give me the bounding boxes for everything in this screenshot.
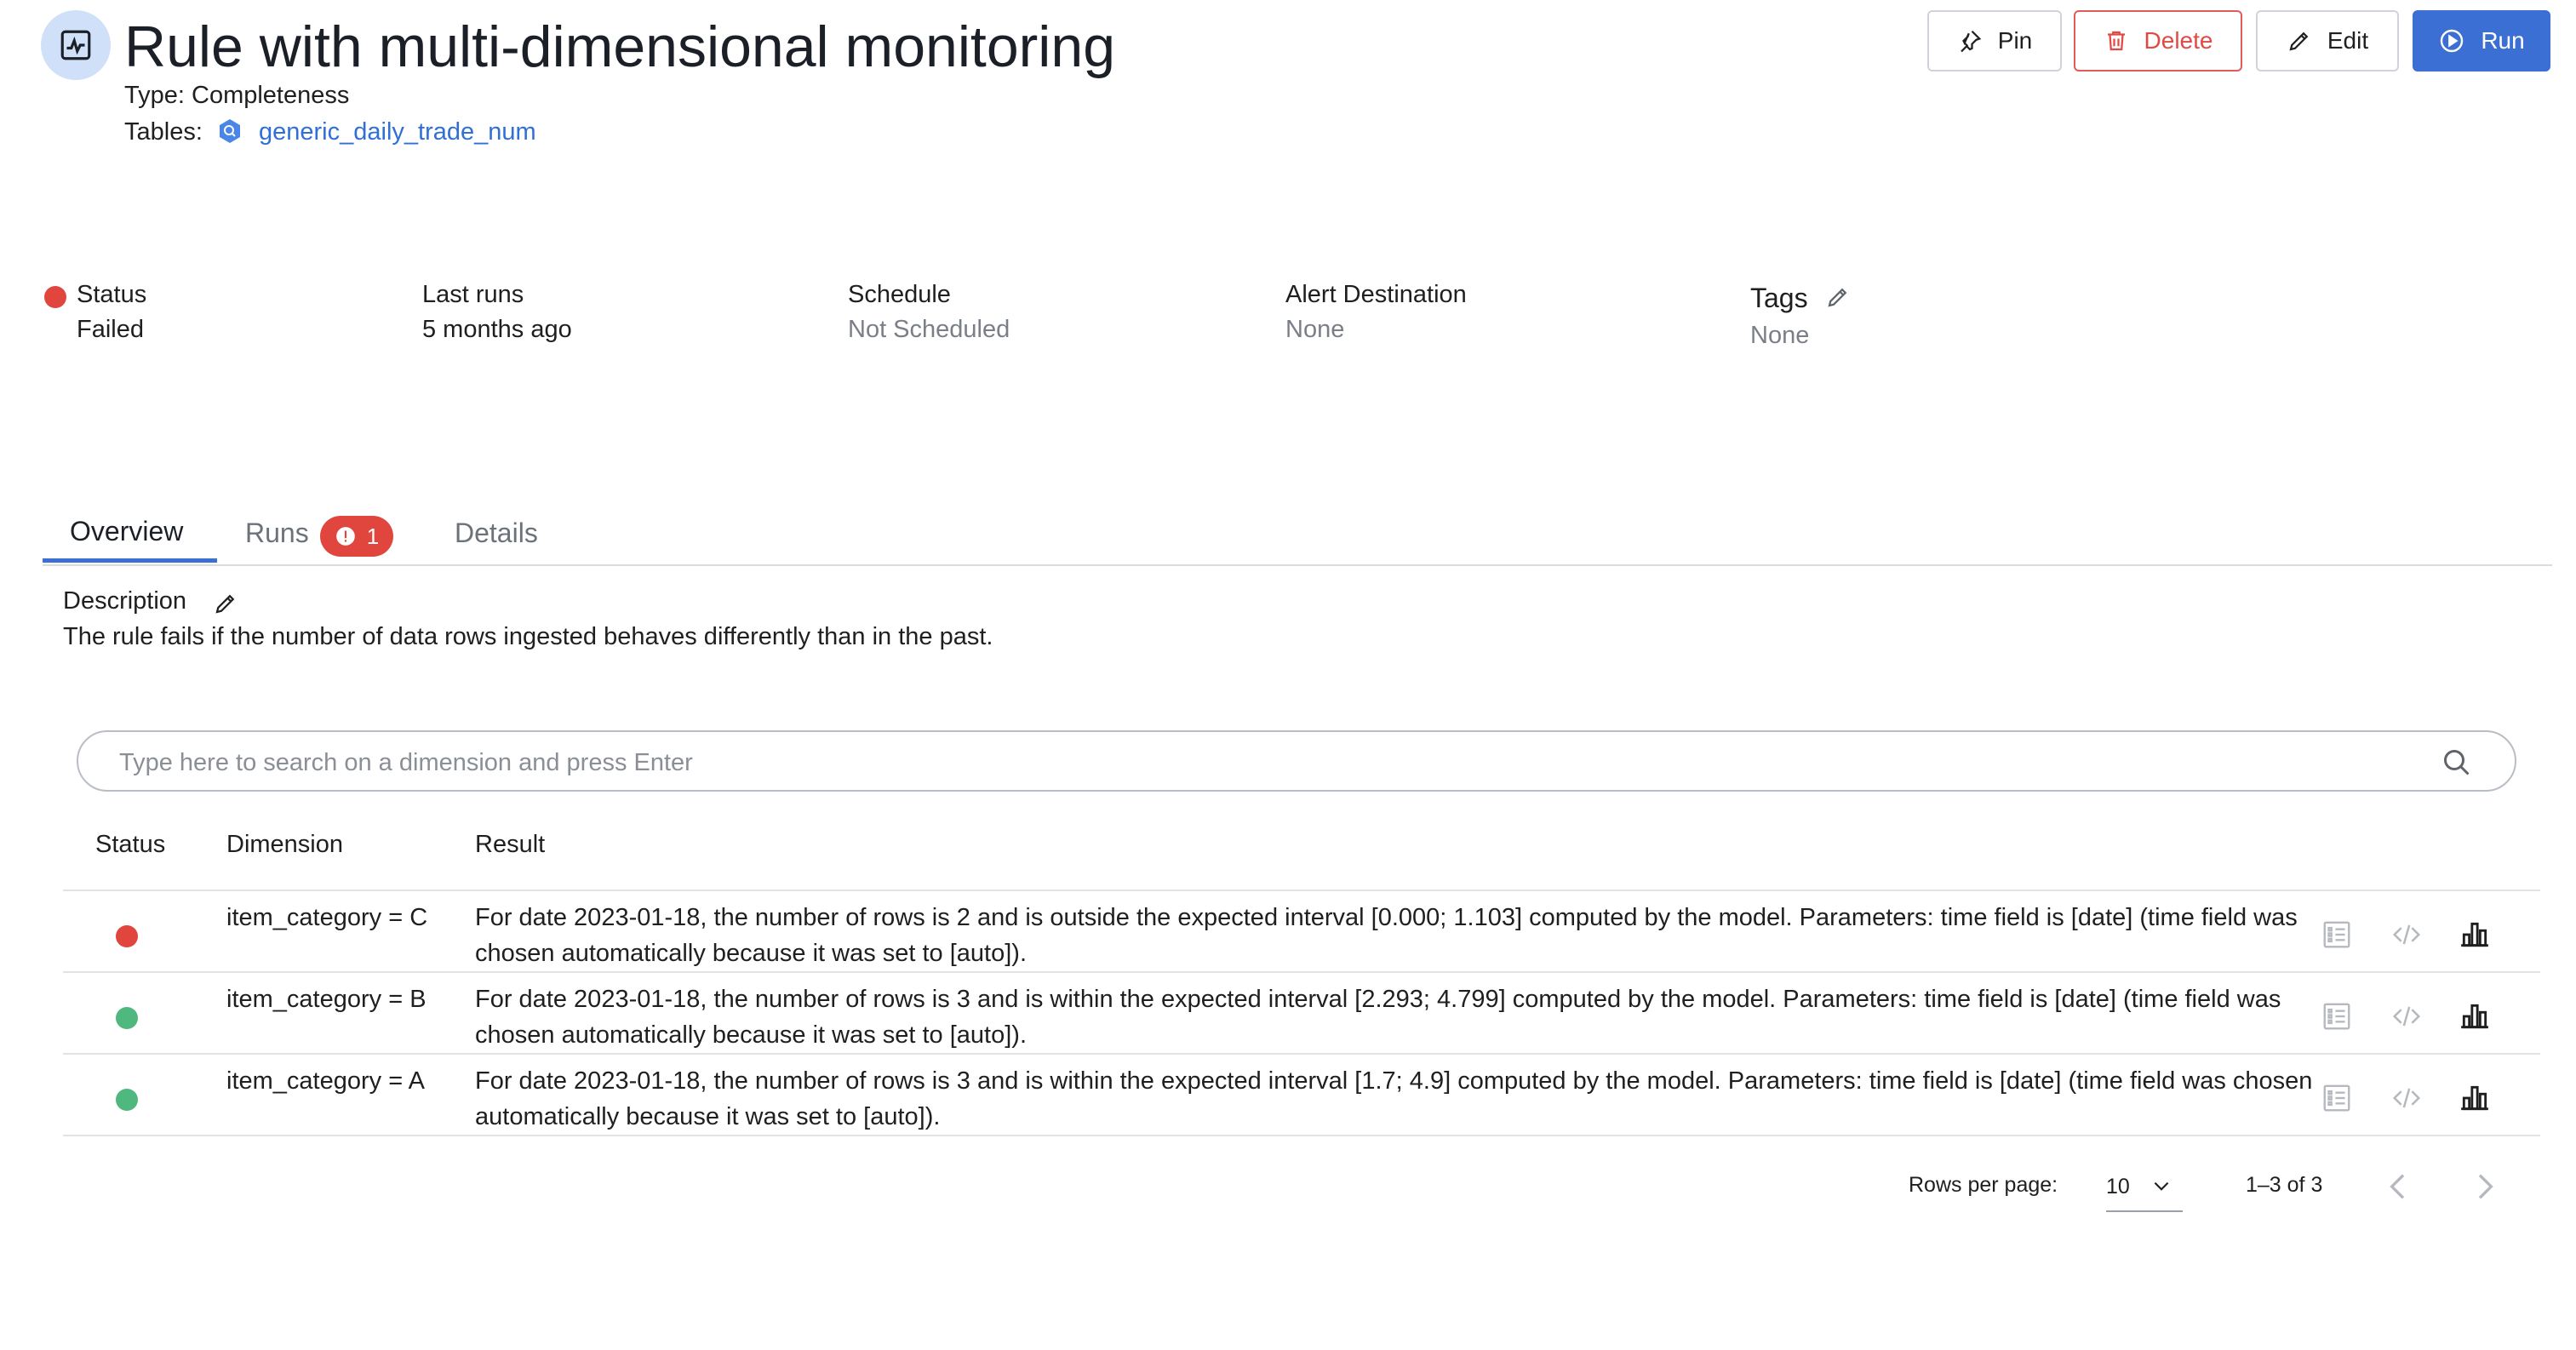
row-status-passed-icon [116,1089,138,1111]
search-icon[interactable] [2441,747,2472,778]
bar-chart-icon[interactable] [2459,1082,2491,1114]
bar-chart-icon[interactable] [2459,1000,2491,1033]
row-result: For date 2023-01-18, the number of rows is 3 and is within the expected interval [2.293; 4.799] computed by the model. Parameters: time field is [date] (time field was chosen automatically because it was set to [auto]). [475,986,2281,1049]
row-dimension: item_category = C [226,904,428,931]
dimension-search-box [77,730,2516,792]
last-runs-value: 5 months ago [422,316,572,343]
active-tab-indicator [43,558,217,563]
edit-description-pencil-icon[interactable] [213,591,238,616]
table-bottom-border [63,1135,2540,1136]
column-header-status: Status [95,831,166,858]
row-dimension: item_category = B [226,986,426,1013]
tab-details[interactable]: Details [455,518,538,548]
schedule-value: Not Scheduled [848,316,1010,343]
rows-per-page-select[interactable] [2106,1163,2183,1212]
status-failed-icon [44,286,66,308]
tab-runs[interactable]: Runs [245,518,309,548]
rows-per-page-label: Rows per page: [1909,1173,2058,1197]
table-row [63,1053,2540,1135]
tags-value: None [1750,322,1810,349]
edit-tags-pencil-icon[interactable] [1825,284,1851,310]
status-value: Failed [77,316,144,343]
pagination-range: 1–3 of 3 [2246,1173,2323,1197]
row-result: For date 2023-01-18, the number of rows is 2 and is outside the expected interval [0.000; 1.103] computed by the model. Parameters: time field is [date] (time field was chosen automatically because it was set to [auto]). [475,904,2298,967]
tab-overview[interactable]: Overview [70,516,184,546]
description-label: Description [63,587,187,615]
previous-page-icon[interactable] [2382,1170,2416,1204]
rows-per-page-value: 10 [2106,1174,2130,1198]
view-code-icon[interactable] [2390,918,2423,951]
rule-type [124,82,349,110]
run-button[interactable] [2413,10,2550,72]
alert-destination-value: None [1285,316,1345,343]
trash-icon [2104,28,2129,54]
tabs-divider [43,564,2552,566]
last-runs-label: Last runs [422,281,524,308]
table-link[interactable]: generic_daily_trade_num [259,118,536,146]
delete-label: Delete [2144,27,2213,54]
view-results-list-icon[interactable] [2321,1000,2353,1033]
view-results-list-icon[interactable] [2321,918,2353,951]
edit-button[interactable] [2256,10,2399,72]
table-row [63,890,2540,971]
column-header-dimension: Dimension [226,831,343,858]
dimension-search-input[interactable] [117,741,2419,785]
view-code-icon[interactable] [2390,1082,2423,1114]
bar-chart-icon[interactable] [2459,918,2491,951]
pin-icon [1957,28,1983,54]
row-dimension: item_category = A [226,1067,425,1095]
runs-error-badge [320,516,393,557]
alert-circle-icon [335,525,357,547]
pin-button[interactable] [1927,10,2062,72]
view-results-list-icon[interactable] [2321,1082,2353,1114]
type-value: Completeness [192,82,350,109]
chevron-down-icon [2150,1176,2172,1198]
delete-button[interactable] [2074,10,2242,72]
description-text: The rule fails if the number of data rows ingested behaves differently than in the past. [63,623,993,650]
tables-label: Tables: [124,118,203,146]
row-status-passed-icon [116,1007,138,1029]
page-title: Rule with multi-dimensional monitoring [124,14,1116,79]
rule-tables [124,117,536,146]
bigquery-icon [216,117,243,145]
pencil-icon [2287,28,2312,54]
edit-label: Edit [2327,27,2369,54]
rule-monitor-icon [41,10,111,80]
tags-label: Tags [1750,283,1808,313]
schedule-label: Schedule [848,281,951,308]
status-label: Status [77,281,147,308]
runs-badge-count: 1 [366,523,380,549]
view-code-icon[interactable] [2390,1000,2423,1033]
play-circle-icon [2438,27,2465,54]
run-label: Run [2481,27,2525,54]
type-label: Type: [124,82,185,109]
row-status-failed-icon [116,925,138,947]
pin-label: Pin [1997,27,2033,54]
row-result: For date 2023-01-18, the number of rows is 3 and is within the expected interval [1.7; 4.9] computed by the model. Parameters: time field is [date] (time field was chosen automatically because it was set to [auto]). [475,1067,2313,1130]
next-page-icon[interactable] [2467,1170,2501,1204]
column-header-result: Result [475,831,546,858]
table-row [63,971,2540,1053]
alert-destination-label: Alert Destination [1285,281,1467,308]
